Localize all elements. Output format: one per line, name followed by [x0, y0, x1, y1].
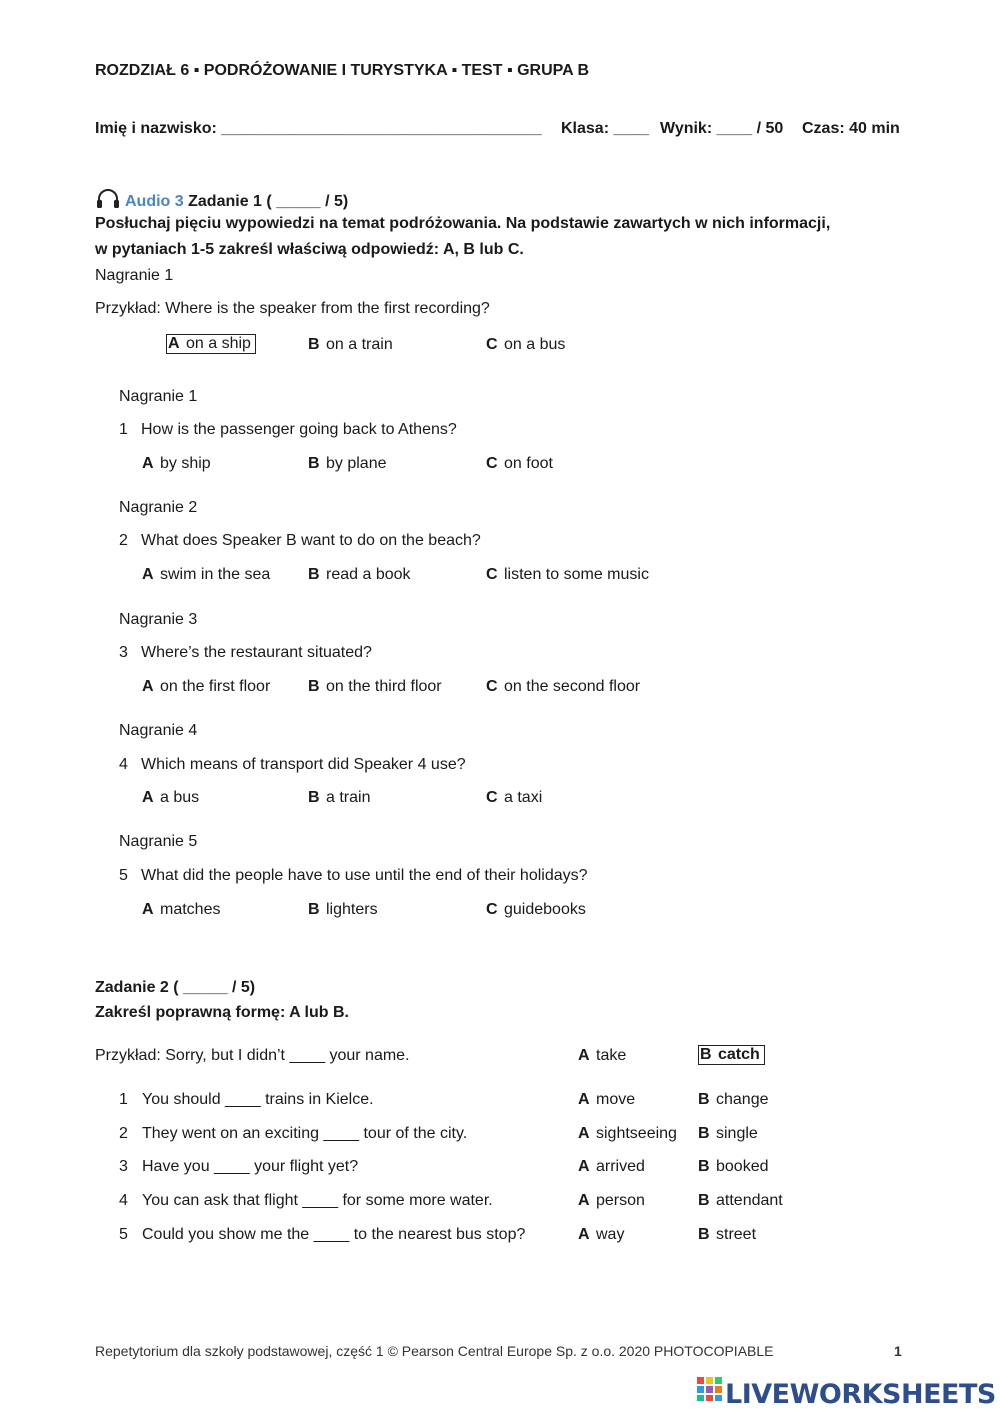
task2-item-4-option-a[interactable]: A person	[578, 1192, 645, 1209]
q2-option-b[interactable]: B read a book	[308, 566, 411, 583]
example-question: Przykład: Where is the speaker from the first recording?	[95, 300, 490, 317]
question-5: 5 What did the people have to use until the end of their holidays?	[119, 867, 588, 884]
q5-option-a[interactable]: A matches	[142, 901, 221, 918]
task2-title: Zadanie 2 ( _____ / 5)	[95, 979, 256, 996]
q1-option-c[interactable]: C on foot	[486, 455, 553, 472]
task2-item-1-option-a[interactable]: A move	[578, 1091, 636, 1108]
example-option-a: A on a ship	[166, 335, 256, 353]
task2-item-2-option-b[interactable]: B single	[698, 1125, 758, 1142]
q4-option-a[interactable]: A a bus	[142, 789, 200, 806]
question-4: 4 Which means of transport did Speaker 4 use?	[119, 756, 466, 773]
task2-item-5-option-a[interactable]: A way	[578, 1226, 625, 1243]
liveworksheets-icon	[697, 1377, 723, 1406]
task2-item-2: 2 They went on an exciting ____ tour of the city.	[119, 1125, 468, 1142]
liveworksheets-logo	[697, 1377, 996, 1410]
task2-item-3-option-a[interactable]: A arrived	[578, 1158, 645, 1175]
q4-option-c[interactable]: C a taxi	[486, 789, 543, 806]
example-recording-label: Nagranie 1	[95, 267, 174, 284]
task2-item-4-option-b[interactable]: B attendant	[698, 1192, 783, 1209]
q2-option-a[interactable]: A swim in the sea	[142, 566, 271, 583]
task1-instruction-1: Posłuchaj pięciu wypowiedzi na temat podróżowania. Na podstawie zawartych w nich informacji,	[95, 215, 831, 232]
recording-label: Nagranie 4	[119, 722, 198, 739]
q3-option-b[interactable]: B on the third floor	[308, 678, 442, 695]
q3-option-a[interactable]: A on the first floor	[142, 678, 271, 695]
task2-item-3: 3 Have you ____ your flight yet?	[119, 1158, 359, 1175]
task2-example-option-b: B catch	[698, 1046, 765, 1064]
footer-copyright: Repetytorium dla szkoły podstawowej, część 1 © Pearson Central Europe Sp. z o.o. 2020 PHOTOCOPIABLE	[95, 1343, 774, 1359]
task2-item-3-option-b[interactable]: B booked	[698, 1158, 769, 1175]
class-field[interactable]: Klasa: ____	[561, 120, 650, 137]
q4-option-b[interactable]: B a train	[308, 789, 371, 806]
task2-example-option-a: A take	[578, 1047, 627, 1064]
page-title: ROZDZIAŁ 6 ▪ PODRÓŻOWANIE I TURYSTYKA ▪ TEST ▪ GRUPA B	[95, 62, 590, 79]
example-option-c: C on a bus	[486, 336, 566, 353]
task2-item-1: 1 You should ____ trains in Kielce.	[119, 1091, 374, 1108]
task1-heading	[95, 189, 348, 214]
task2-item-2-option-a[interactable]: A sightseeing	[578, 1125, 677, 1142]
page-number: 1	[894, 1343, 902, 1359]
question-2: 2 What does Speaker B want to do on the beach?	[119, 532, 481, 549]
task2-item-4: 4 You can ask that flight ____ for some more water.	[119, 1192, 493, 1209]
task2-item-5: 5 Could you show me the ____ to the nearest bus stop?	[119, 1226, 526, 1243]
task1-instruction-2: w pytaniach 1-5 zakreśl właściwą odpowiedź: A, B lub C.	[95, 241, 524, 258]
q2-option-c[interactable]: C listen to some music	[486, 566, 649, 583]
audio-link[interactable]: Audio 3	[125, 193, 184, 210]
score-field[interactable]: Wynik: ____ / 50	[660, 120, 784, 137]
name-field[interactable]: Imię i nazwisko: ____________________________________	[95, 120, 542, 137]
q1-option-a[interactable]: A by ship	[142, 455, 211, 472]
question-3: 3 Where’s the restaurant situated?	[119, 644, 372, 661]
recording-label: Nagranie 5	[119, 833, 198, 850]
example-option-b: B on a train	[308, 336, 393, 353]
recording-label: Nagranie 3	[119, 611, 198, 628]
task2-item-1-option-b[interactable]: B change	[698, 1091, 769, 1108]
time-label: Czas: 40 min	[802, 120, 900, 137]
question-1: 1 How is the passenger going back to Athens?	[119, 421, 457, 438]
q1-option-b[interactable]: B by plane	[308, 455, 387, 472]
task2-example-sentence: Przykład: Sorry, but I didn’t ____ your name.	[95, 1047, 410, 1064]
headphones-icon[interactable]	[95, 189, 121, 214]
recording-label: Nagranie 2	[119, 499, 198, 516]
recording-label: Nagranie 1	[119, 388, 198, 405]
task2-item-5-option-b[interactable]: B street	[698, 1226, 757, 1243]
q5-option-c[interactable]: C guidebooks	[486, 901, 586, 918]
q3-option-c[interactable]: C on the second floor	[486, 678, 641, 695]
task1-title: Zadanie 1 ( _____ / 5)	[188, 193, 349, 210]
liveworksheets-text: LIVEWORKSHEETS	[725, 1379, 996, 1410]
q5-option-b[interactable]: B lighters	[308, 901, 378, 918]
task2-instruction: Zakreśl poprawną formę: A lub B.	[95, 1004, 349, 1021]
